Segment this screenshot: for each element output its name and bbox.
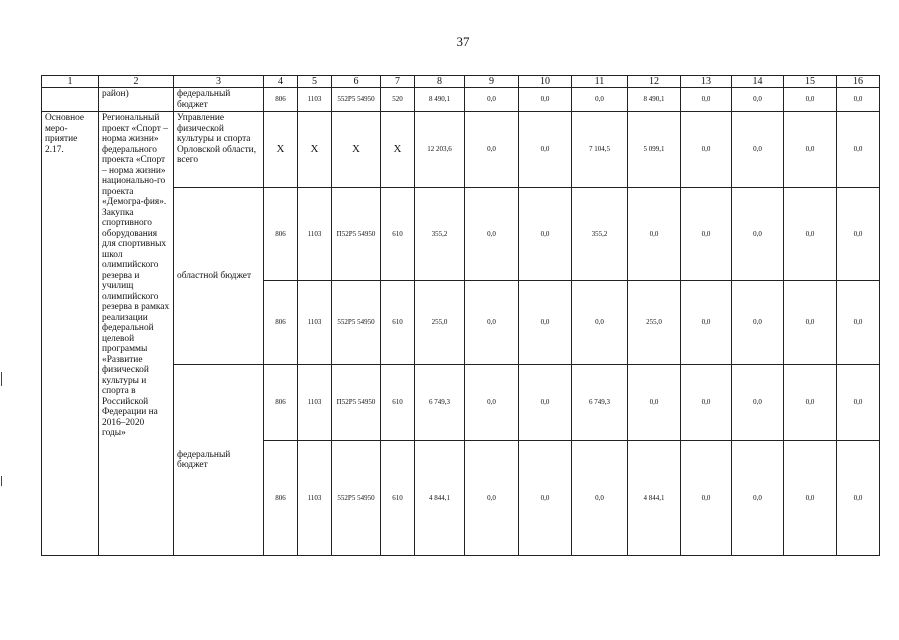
table-cell: 4 844,1 — [628, 441, 681, 556]
table-cell: 1103 — [298, 441, 332, 556]
table-cell: 806 — [264, 441, 298, 556]
table-cell: 0,0 — [837, 112, 880, 188]
table-cell: 8 490,1 — [415, 88, 465, 112]
header-cell: 6 — [332, 76, 381, 88]
table-cell: 0,0 — [519, 88, 572, 112]
header-cell: 5 — [298, 76, 332, 88]
table-cell: 0,0 — [572, 281, 628, 365]
table-cell: 610 — [381, 281, 415, 365]
table-cell: 0,0 — [465, 441, 519, 556]
table-cell: 552P5 54950 — [332, 88, 381, 112]
table-cell: 355,2 — [572, 188, 628, 281]
table-cell: 806 — [264, 365, 298, 441]
header-cell: 7 — [381, 76, 415, 88]
table-cell: 0,0 — [628, 365, 681, 441]
table-cell: 0,0 — [837, 441, 880, 556]
header-row — [42, 76, 880, 88]
header-cell: 13 — [681, 76, 732, 88]
table-cell: 0,0 — [465, 365, 519, 441]
table-cell: 12 203,6 — [415, 112, 465, 188]
table-cell: 6 749,3 — [572, 365, 628, 441]
table-cell: 0,0 — [732, 88, 784, 112]
table-cell: X — [381, 112, 415, 188]
header-cell: 14 — [732, 76, 784, 88]
table-cell: 5 099,1 — [628, 112, 681, 188]
measure-description: Региональный проект «Спорт – норма жизни» федерального проекта «Спорт – норма жизни» национально-го проекта «Демогра-фия». Закупка спортивного оборудования для спортивных школ олимпийского резерва и училищ олимпийского резерва в рамках реализации федеральной целевой программы «Развитие физической культуры и спорта в Российской Федерации на 2016–2020 годы» — [99, 112, 174, 556]
table-cell: 0,0 — [784, 188, 837, 281]
table-cell: 0,0 — [572, 441, 628, 556]
table-cell: 806 — [264, 188, 298, 281]
table-row — [42, 88, 880, 112]
table-row — [42, 112, 880, 188]
table-cell: 1103 — [298, 188, 332, 281]
table-cell: 6 749,3 — [415, 365, 465, 441]
header-cell: 3 — [174, 76, 264, 88]
table-cell — [42, 88, 99, 112]
table-cell: 610 — [381, 441, 415, 556]
table-cell: 8 490,1 — [628, 88, 681, 112]
table-cell: 0,0 — [465, 88, 519, 112]
table-cell: 0,0 — [784, 88, 837, 112]
table-cell: X — [264, 112, 298, 188]
header-cell: 8 — [415, 76, 465, 88]
table-cell: 0,0 — [628, 188, 681, 281]
table-cell: 355,2 — [415, 188, 465, 281]
header-cell: 2 — [99, 76, 174, 88]
table-cell: 806 — [264, 88, 298, 112]
table-cell: 255,0 — [415, 281, 465, 365]
table-cell: федеральный бюджет — [174, 88, 264, 112]
table-cell: 0,0 — [837, 188, 880, 281]
scan-edge-mark — [1, 372, 2, 386]
table-cell: 0,0 — [519, 281, 572, 365]
header-cell: 1 — [42, 76, 99, 88]
table-cell: 610 — [381, 365, 415, 441]
table-cell: 0,0 — [465, 281, 519, 365]
table-cell: 0,0 — [681, 365, 732, 441]
table-cell: 0,0 — [732, 365, 784, 441]
table-cell: 0,0 — [681, 441, 732, 556]
table-cell: 0,0 — [681, 112, 732, 188]
table-cell: 552P5 54950 — [332, 441, 381, 556]
table-cell: 0,0 — [519, 112, 572, 188]
header-cell: 15 — [784, 76, 837, 88]
table-cell: район) — [99, 88, 174, 112]
table-cell: 0,0 — [465, 112, 519, 188]
table-cell: 0,0 — [681, 188, 732, 281]
header-cell: 12 — [628, 76, 681, 88]
table-cell: 0,0 — [732, 112, 784, 188]
page-number: 37 — [456, 34, 470, 49]
table-cell: 0,0 — [519, 188, 572, 281]
table-cell: 0,0 — [784, 365, 837, 441]
table-cell: 806 — [264, 281, 298, 365]
table-cell: 1103 — [298, 365, 332, 441]
table-cell: 0,0 — [784, 441, 837, 556]
table-cell: 610 — [381, 188, 415, 281]
table-cell: 0,0 — [519, 441, 572, 556]
table-cell: 0,0 — [837, 281, 880, 365]
table-cell: 255,0 — [628, 281, 681, 365]
header-cell: 10 — [519, 76, 572, 88]
table-cell: П52P5 54950 — [332, 365, 381, 441]
table-cell: 0,0 — [681, 281, 732, 365]
table-cell: 0,0 — [837, 88, 880, 112]
table-cell: 1103 — [298, 281, 332, 365]
funding-source: федеральный бюджет — [174, 365, 264, 556]
budget-table — [41, 75, 880, 556]
table-cell: 0,0 — [784, 112, 837, 188]
measure-name: Основное меро-приятие 2.17. — [42, 112, 99, 556]
table-cell: 0,0 — [732, 281, 784, 365]
table-cell: 0,0 — [732, 441, 784, 556]
table-cell: 0,0 — [465, 188, 519, 281]
table-cell: 552P5 54950 — [332, 281, 381, 365]
header-cell: 16 — [837, 76, 880, 88]
table-cell: 0,0 — [681, 88, 732, 112]
table-cell: X — [332, 112, 381, 188]
table-cell: 0,0 — [572, 88, 628, 112]
header-cell: 4 — [264, 76, 298, 88]
funding-source: Управление физической культуры и спорта Орловской области, всего — [174, 112, 264, 188]
table-cell: 7 104,5 — [572, 112, 628, 188]
table-cell: X — [298, 112, 332, 188]
header-cell: 11 — [572, 76, 628, 88]
funding-source: областной бюджет — [174, 188, 264, 365]
table-cell: 1103 — [298, 88, 332, 112]
table-cell: 0,0 — [837, 365, 880, 441]
table-cell: П52P5 54950 — [332, 188, 381, 281]
table-cell: 4 844,1 — [415, 441, 465, 556]
table-cell: 520 — [381, 88, 415, 112]
table-cell: 0,0 — [519, 365, 572, 441]
scan-edge-mark — [1, 476, 2, 486]
table-cell: 0,0 — [784, 281, 837, 365]
table-cell: 0,0 — [732, 188, 784, 281]
header-cell: 9 — [465, 76, 519, 88]
